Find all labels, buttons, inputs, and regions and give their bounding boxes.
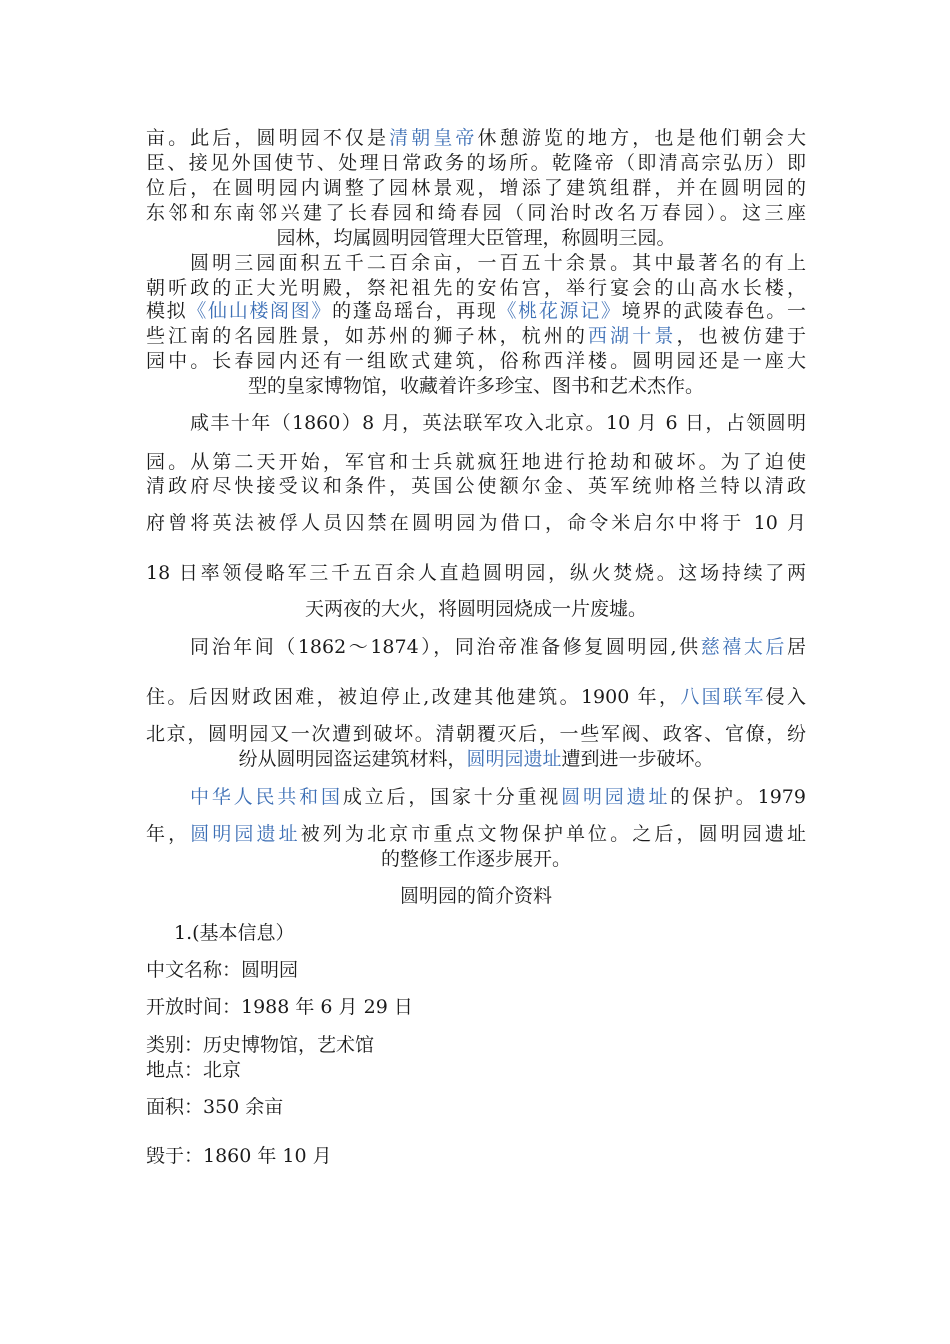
text-span: 被列为北京市重点文物保护单位。之后，圆明园遗址 (300, 823, 806, 845)
text-line (146, 597, 806, 621)
text-span: 位后，在圆明园内调整了园林景观，增添了建筑组群，并在圆明园的 (146, 177, 806, 199)
text-span: 北京，圆明园又一次遭到破坏。清朝覆灭后，一些军阀、政客、官僚，纷 (146, 723, 806, 745)
text-span: 居 (786, 636, 806, 658)
text-line (146, 995, 806, 1019)
hyperlink[interactable]: 圆明园遗址 (466, 748, 562, 770)
text-line (146, 374, 806, 398)
hyperlink[interactable]: 八国联军 (680, 686, 766, 708)
text-span: 咸丰十年（1860）8 月，英法联军攻入北京。10 月 6 日，占领圆明 (190, 412, 806, 434)
text-span: 模拟 (146, 300, 188, 322)
text-line (146, 1144, 806, 1168)
text-span: 中文名称：圆明园 (146, 959, 299, 981)
text-span: 些江南的名园胜景，如苏州的狮子林，杭州的 (146, 325, 589, 347)
text-span: 毁于：1860 年 10 月 (146, 1145, 332, 1167)
text-span: 面积：350 余亩 (146, 1096, 284, 1118)
text-line (146, 1058, 806, 1082)
text-line (146, 921, 834, 945)
text-line (146, 151, 806, 175)
text-span: 型的皇家博物馆，收藏着许多珍宝、图书和艺术杰作。 (247, 375, 704, 397)
text-span: 的蓬岛瑶台，再现 (332, 300, 498, 322)
text-span: 开放时间：1988 年 6 月 29 日 (146, 996, 413, 1018)
text-line (146, 276, 806, 300)
text-line (146, 126, 806, 150)
text-span: 臣、接见外国使节、处理日常政务的场所。乾隆帝（即清高宗弘历）即 (146, 152, 806, 174)
text-span: 境界的武陵春色。一 (621, 300, 806, 322)
text-line (146, 958, 806, 982)
text-span: 园中。长春园内还有一组欧式建筑，俗称西洋楼。圆明园还是一座大 (146, 350, 806, 372)
text-span: 天两夜的大火，将圆明园烧成一片废墟。 (304, 598, 647, 620)
hyperlink[interactable]: 圆明园遗址 (561, 786, 671, 808)
hyperlink[interactable]: 圆明园遗址 (190, 823, 301, 845)
text-line (146, 450, 806, 474)
text-line (146, 411, 806, 435)
text-span: 侵入 (765, 686, 806, 708)
text-span: 朝听政的正大光明殿，祭祀祖先的安佑宫，举行宴会的山高水长楼， (146, 277, 806, 299)
text-span: 年， (146, 823, 191, 845)
text-span: 住。后因财政困难，被迫停止,改建其他建筑。1900 年， (146, 686, 681, 708)
text-line (146, 324, 806, 348)
text-span: 清政府尽快接受议和条件，英国公使额尔金、英军统帅格兰特以清政 (146, 475, 806, 497)
text-span: 休憩游览的地方，也是他们朝会大 (477, 127, 806, 149)
text-line (146, 722, 806, 746)
text-line (146, 822, 806, 846)
text-span: 遭到进一步破坏。 (561, 748, 714, 770)
text-span: 成立后，国家十分重视 (342, 786, 562, 808)
hyperlink[interactable]: 《桃花源记》 (497, 300, 622, 322)
text-span: 类别：历史博物馆，艺术馆 (146, 1034, 375, 1056)
text-line (146, 226, 806, 250)
text-line (146, 1033, 806, 1057)
text-span: 纷从圆明园盗运建筑材料， (238, 748, 467, 770)
text-line (146, 1095, 806, 1119)
text-line (146, 561, 806, 585)
text-span: 圆明三园面积五千二百余亩，一百五十余景。其中最著名的有上 (190, 252, 806, 274)
text-span: 亩。此后，圆明园不仅是 (146, 127, 390, 149)
hyperlink[interactable]: 《仙山楼阁图》 (187, 300, 333, 322)
text-line (146, 785, 806, 809)
hyperlink[interactable]: 中华人民共和国 (190, 786, 343, 808)
text-line (146, 474, 806, 498)
text-span: 园。从第二天开始，军官和士兵就疯狂地进行抢劫和破坏。为了迫使 (146, 451, 806, 473)
text-line (146, 176, 806, 200)
text-span: 1.(基本信息） (174, 922, 295, 944)
text-line (146, 349, 806, 373)
text-span: 地点：北京 (146, 1059, 242, 1081)
text-span: 东邻和东南邻兴建了长春园和绮春园（同治时改名万春园）。这三座 (146, 202, 806, 224)
text-span: 圆明园的简介资料 (399, 885, 552, 907)
text-line (146, 635, 806, 659)
text-span: 的保护。1979 (670, 786, 806, 808)
text-line (146, 847, 806, 871)
text-line (146, 747, 806, 771)
hyperlink[interactable]: 西湖十景 (588, 325, 677, 347)
text-line (146, 685, 806, 709)
text-line (146, 884, 806, 908)
text-span: 园林，均属圆明园管理大臣管理，称圆明三园。 (276, 227, 676, 249)
text-span: 18 日率领侵略军三千五百余人直趋圆明园，纵火焚烧。这场持续了两 (146, 562, 806, 584)
hyperlink[interactable]: 清朝皇帝 (389, 127, 478, 149)
text-span: ，也被仿建于 (676, 325, 806, 347)
text-span: 同治年间（1862～1874），同治帝准备修复圆明园,供 (190, 636, 701, 658)
text-line (146, 251, 806, 275)
hyperlink[interactable]: 慈禧太后 (700, 636, 787, 658)
text-line (146, 201, 806, 225)
text-span: 的整修工作逐步展开。 (380, 848, 571, 870)
text-span: 府曾将英法被俘人员囚禁在圆明园为借口，命令米启尔中将于 10 月 (146, 512, 806, 534)
text-line (146, 299, 806, 323)
text-line (146, 511, 806, 535)
